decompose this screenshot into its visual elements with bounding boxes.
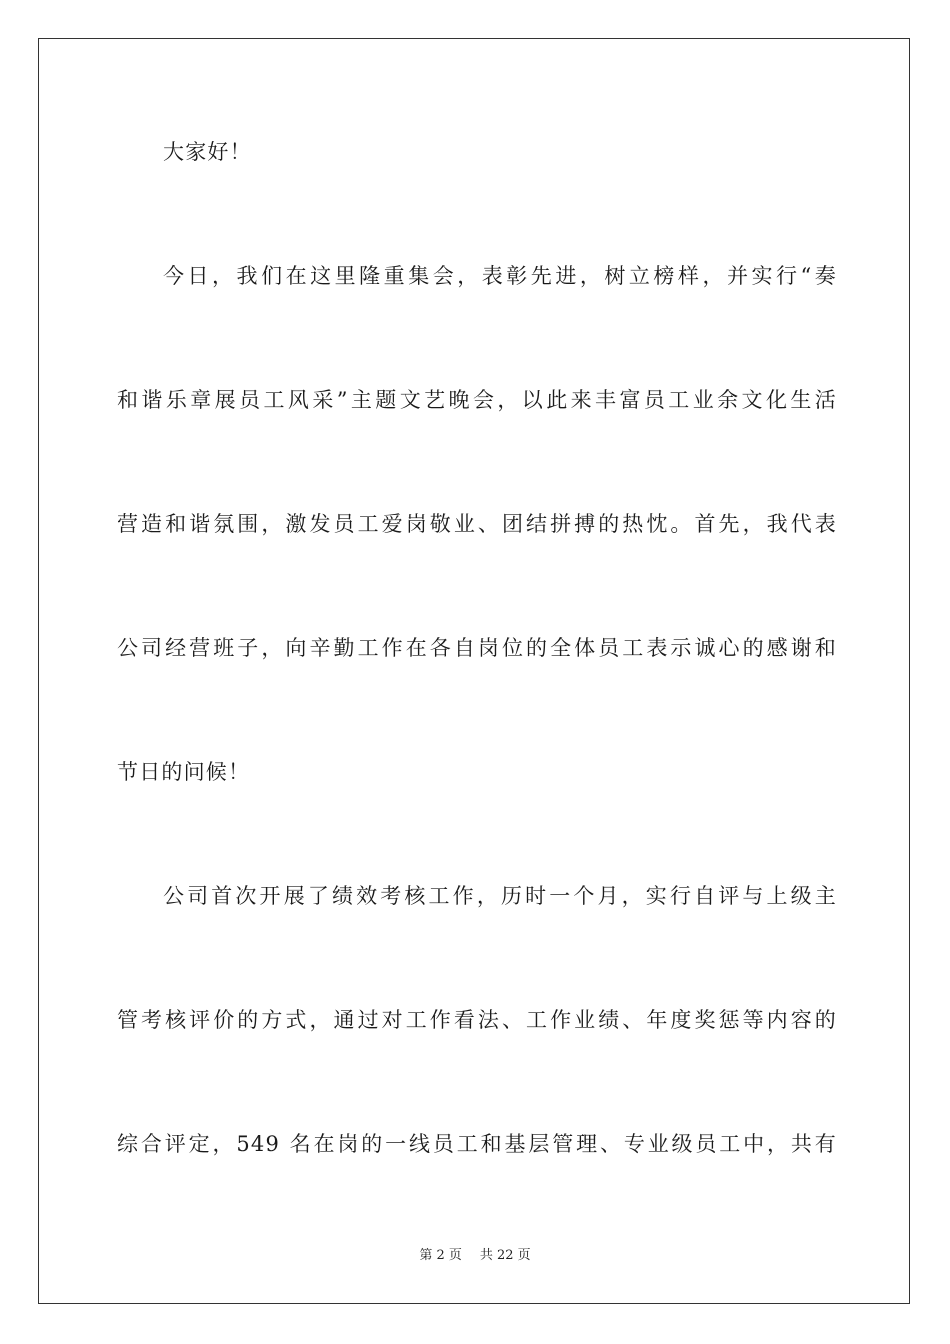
body-line: 节日的问候！ bbox=[117, 760, 251, 784]
page-footer bbox=[0, 1247, 950, 1265]
body-line: 和谐乐章展员工风采”主题文艺晚会，以此来丰富员工业余文化生活 bbox=[117, 388, 837, 412]
page-frame bbox=[38, 38, 910, 1304]
body-line: 公司经营班子，向辛勤工作在各自岗位的全体员工表示诚心的感谢和 bbox=[117, 636, 837, 660]
page-number: 第 2 页 bbox=[419, 1248, 462, 1263]
page-total: 共 22 页 bbox=[479, 1248, 531, 1263]
body-line: 今日，我们在这里隆重集会，表彰先进，树立榜样，并实行“奏 bbox=[163, 264, 837, 288]
body-line: 公司首次开展了绩效考核工作，历时一个月，实行自评与上级主 bbox=[163, 884, 837, 908]
body-line: 综合评定，549 名在岗的一线员工和基层管理、专业级员工中，共有 bbox=[117, 1132, 837, 1156]
body-line: 管考核评价的方式，通过对工作看法、工作业绩、年度奖惩等内容的 bbox=[117, 1008, 837, 1032]
greeting-line: 大家好！ bbox=[163, 140, 252, 164]
body-line: 营造和谐氛围，激发员工爱岗敬业、团结拼搏的热忱。首先，我代表 bbox=[117, 512, 837, 536]
